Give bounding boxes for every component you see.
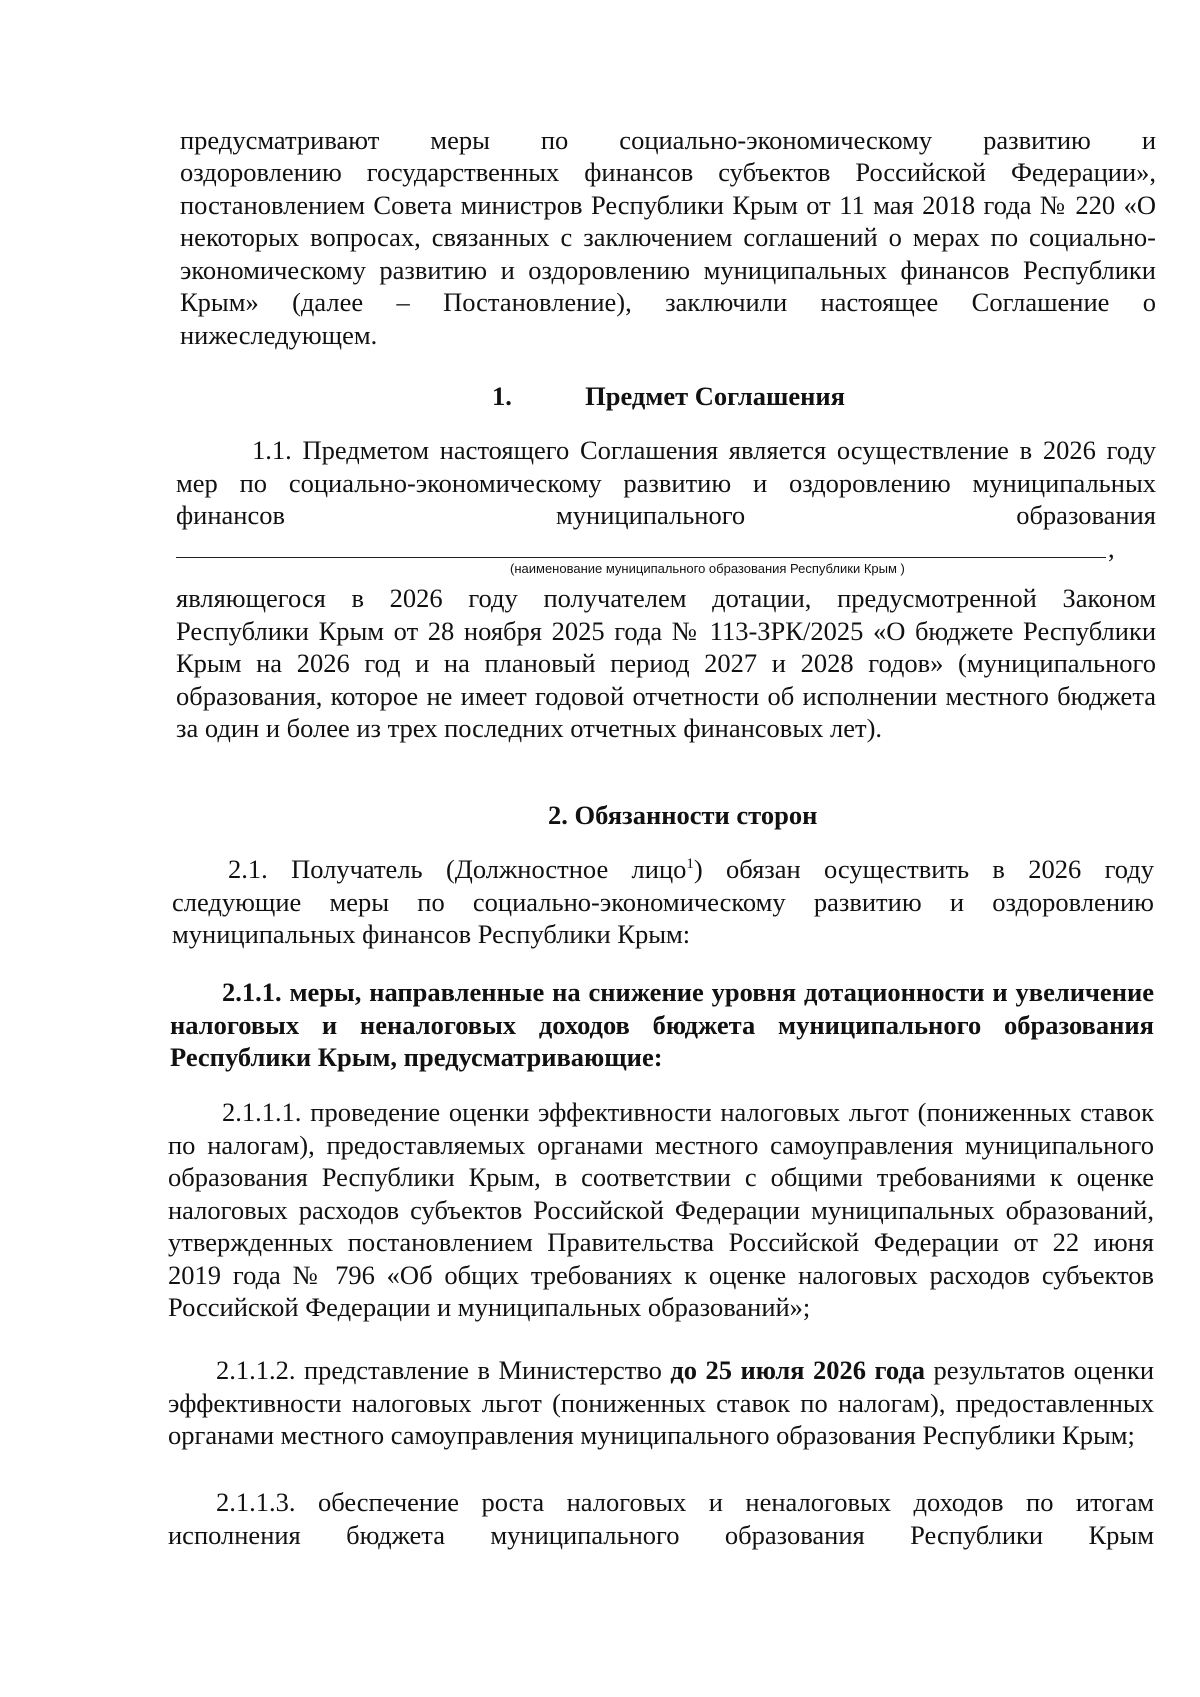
section-2-heading [548,799,817,831]
clause-1-1: 1.1. Предметом настоящего Соглашения является осуществление в 2026 году мер по социально-экономическому развитию и оздоровлению муниципальных финансов муниципального образования [176,435,1156,530]
clause-2-1-text-b: ) обязан осуществить в 2026 году следующие меры по социально-экономическому развитию и оздоровлению муниципальных финансов Республики Крым: [172,854,1154,949]
section-2-number: 2. [548,800,568,830]
clause-2-1-1-1: 2.1.1.1. проведение оценки эффективности налоговых льгот (пониженных ставок по налогам), предоставляемых органами местного самоуправления муниципального образования Республики Крым, в соответствии с общими требованиями к оценке налоговых расходов субъектов Российской Федерации муниципальных образований, утвержденных постановлением Правительства Российской Федерации от 22 июня 2019 года № 796 «Об общих требованиях к оценке налоговых расходов субъектов Российской Федерации и муниципальных образований»; [168,1097,1154,1322]
clause-2-1 [172,853,1154,951]
clause-2-1-1-2-text-a: 2.1.1.2. представление в Министерство [216,1355,671,1385]
clause-2-1-1-2-text-b: результатов оценки эффективности налоговых льгот (пониженных ставок по налогам), предоставленных органами местного самоуправления муниципального образования Республики Крым; [168,1355,1154,1450]
clause-2-1-1-2 [168,1354,1154,1452]
deadline-date: до 25 июля 2026 года [670,1355,925,1385]
section-1-number: 1. [492,381,512,411]
section-1-title: Предмет Соглашения [585,381,845,411]
municipality-name-blank [176,557,1106,558]
intro-paragraph: оздоровлению государственных финансов субъектов Российской Федерации», постановлением Совета министров Республики Крым от 11 мая 2018 года № 220 «О некоторых вопросах, связанных с заключением соглашений о мерах по социально-экономическому развитию и оздоровлению муниципальных финансов Республики Крым» (далее – Постановление), заключили настоящее Соглашение о нижеследующем. [180,157,1156,350]
clause-2-1-1-3: 2.1.1.3. обеспечение роста налоговых и неналоговых доходов по итогам исполнения бюджета муниципального образования Республики Крым [168,1487,1154,1550]
section-1-heading [492,380,845,412]
clause-2-1-1: 2.1.1. меры, направленные на снижение уровня дотационности и увеличение налоговых и неналоговых доходов бюджета муниципального образования Республики Крым, предусматривающие: [170,977,1154,1072]
clause-2-1-text-a: 2.1. Получатель (Должностное лицо [228,854,687,884]
blank-comma: , [1108,533,1115,563]
blank-caption: (наименование муниципального образования Республики Крым ) [510,561,905,576]
intro-line-1: предусматривают меры по социально-экономическому развитию и [180,125,1156,155]
clause-1-1-continued: являющегося в 2026 году получателем дотации, предусмотренной Законом Республики Крым от 28 ноября 2025 года № 113-ЗРК/2025 «О бюджете Республики Крым на 2026 год и на плановый период 2027 и 2028 годов» (муниципального образования, которое не имеет годовой отчетности об исполнении местного бюджета за один и более из трех последних отчетных финансовых лет). [176,583,1156,743]
section-2-title: Обязанности сторон [574,800,818,830]
footnote-marker: 1 [686,856,694,873]
